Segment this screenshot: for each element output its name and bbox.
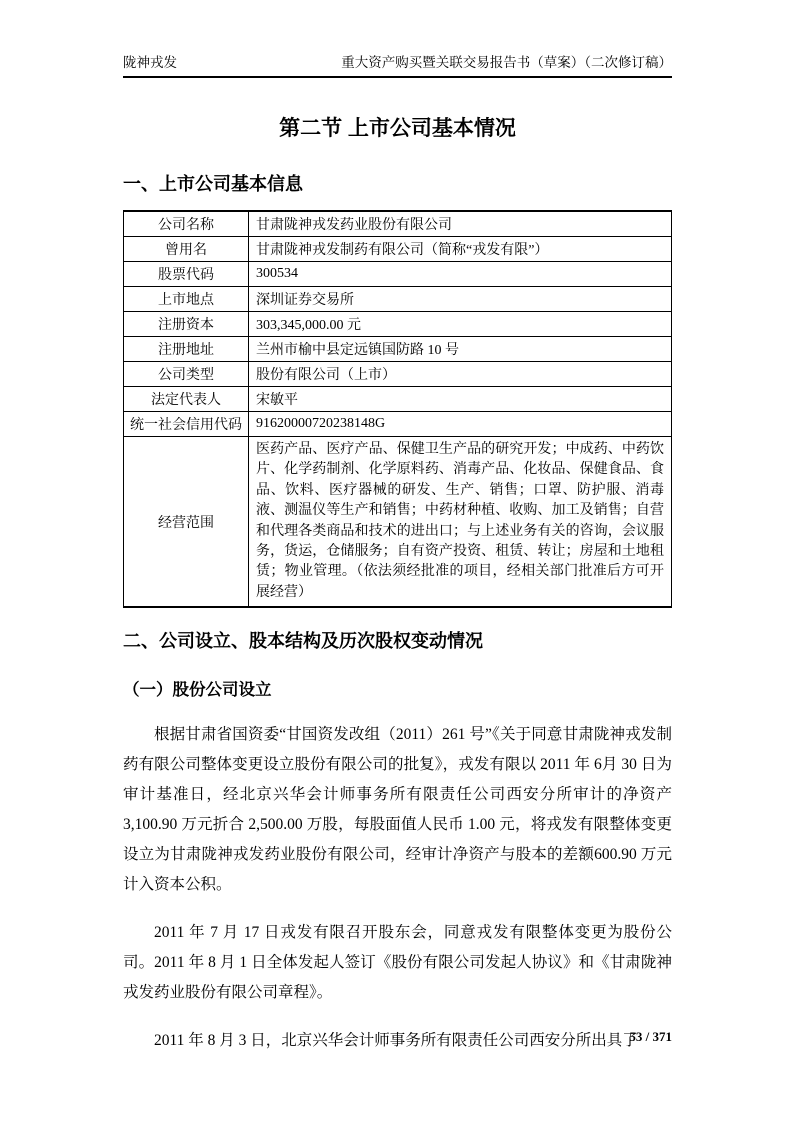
table-row — [124, 211, 672, 237]
body-paragraph: 2011 年 8 月 3 日，北京兴华会计师事务所有限责任公司西安分所出具了 — [154, 1032, 638, 1050]
row-value: 甘肃陇神戎发药业股份有限公司 — [249, 211, 672, 237]
header-doc-full-title: 重大资产购买暨关联交易报告书（草案）（二次修订稿） — [341, 55, 672, 70]
row-label: 注册资本 — [124, 312, 249, 337]
table-row — [124, 287, 672, 312]
row-value: 深圳证券交易所 — [249, 287, 672, 312]
row-value: 兰州市榆中县定远镇国防路 10 号 — [249, 337, 672, 362]
table-row — [124, 237, 672, 262]
page-header — [123, 0, 672, 78]
row-label: 公司名称 — [124, 211, 249, 237]
row-value: 宋敏平 — [249, 387, 672, 412]
page-title: 第二节 上市公司基本情况 — [279, 117, 516, 140]
row-value: 股份有限公司（上市） — [249, 362, 672, 387]
row-value: 91620000720238148G — [249, 412, 672, 437]
row-value: 甘肃陇神戎发制药有限公司（简称“戎发有限”） — [249, 237, 672, 262]
row-label: 注册地址 — [124, 337, 249, 362]
table-row — [124, 412, 672, 437]
row-value: 303,345,000.00 元 — [249, 312, 672, 337]
section-heading-establishment: 二、公司设立、股本结构及历次股权变动情况 — [123, 631, 483, 652]
header-doc-short-title: 陇神戎发 — [123, 55, 177, 70]
table-row — [124, 262, 672, 287]
row-label: 上市地点 — [124, 287, 249, 312]
table-row — [124, 387, 672, 412]
row-value: 300534 — [249, 262, 672, 287]
body-paragraph: 根据甘肃省国资委“甘国资发改组（2011）261 号”《关于同意甘肃陇神戎发制药有限公司整体变更设立股份有限公司的批复》，戎发有限以 2011 年 6月 30 日为审计基准日，经北京兴华会计师事务所有限责任公司西安分所审计的净资产 3,100.90 万元折合 2,500.00 万股，每股面值人民币 1.00 元，将戎发有限整体变更设立为甘肃陇神戎发药业股份有限公司，经审计净资产与股本的差额600.90 万元计入资本公积。 — [123, 726, 672, 894]
row-label: 公司类型 — [124, 362, 249, 387]
subsection-heading-company-founding: （一）股份公司设立 — [123, 681, 272, 700]
table-row — [124, 362, 672, 387]
body-paragraph: 2011 年 7 月 17 日戎发有限召开股东会，同意戎发有限整体变更为股份公司。2011 年 8 月 1 日全体发起人签订《股份有限公司发起人协议》和《甘肃陇神戎发药业股份有限公司章程》。 — [123, 924, 672, 1002]
page-number: 53 / 371 — [629, 1029, 672, 1044]
row-label: 股票代码 — [124, 262, 249, 287]
row-label: 曾用名 — [124, 237, 249, 262]
row-label: 法定代表人 — [124, 387, 249, 412]
row-label: 统一社会信用代码 — [124, 412, 249, 437]
table-row — [124, 312, 672, 337]
row-value: 医药产品、医疗产品、保健卫生产品的研究开发；中成药、中药饮片、化学药制剂、化学原料药、消毒产品、化妆品、保健食品、食品、饮料、医疗器械的研发、生产、销售；口罩、防护服、消毒液、测温仪等生产和销售；中药材种植、收购、加工及销售；自营和代理各类商品和技术的进出口；与上述业务有关的咨询，会议服务，货运，仓储服务；自有资产投资、租赁、转让；房屋和土地租赁；物业管理。（依法须经批准的项目，经相关部门批准后方可开展经营） — [249, 437, 672, 608]
company-info-table — [123, 210, 672, 608]
row-label: 经营范围 — [124, 437, 249, 608]
section-heading-basic-info: 一、上市公司基本信息 — [123, 174, 303, 194]
table-row — [124, 337, 672, 362]
table-row — [124, 437, 672, 608]
